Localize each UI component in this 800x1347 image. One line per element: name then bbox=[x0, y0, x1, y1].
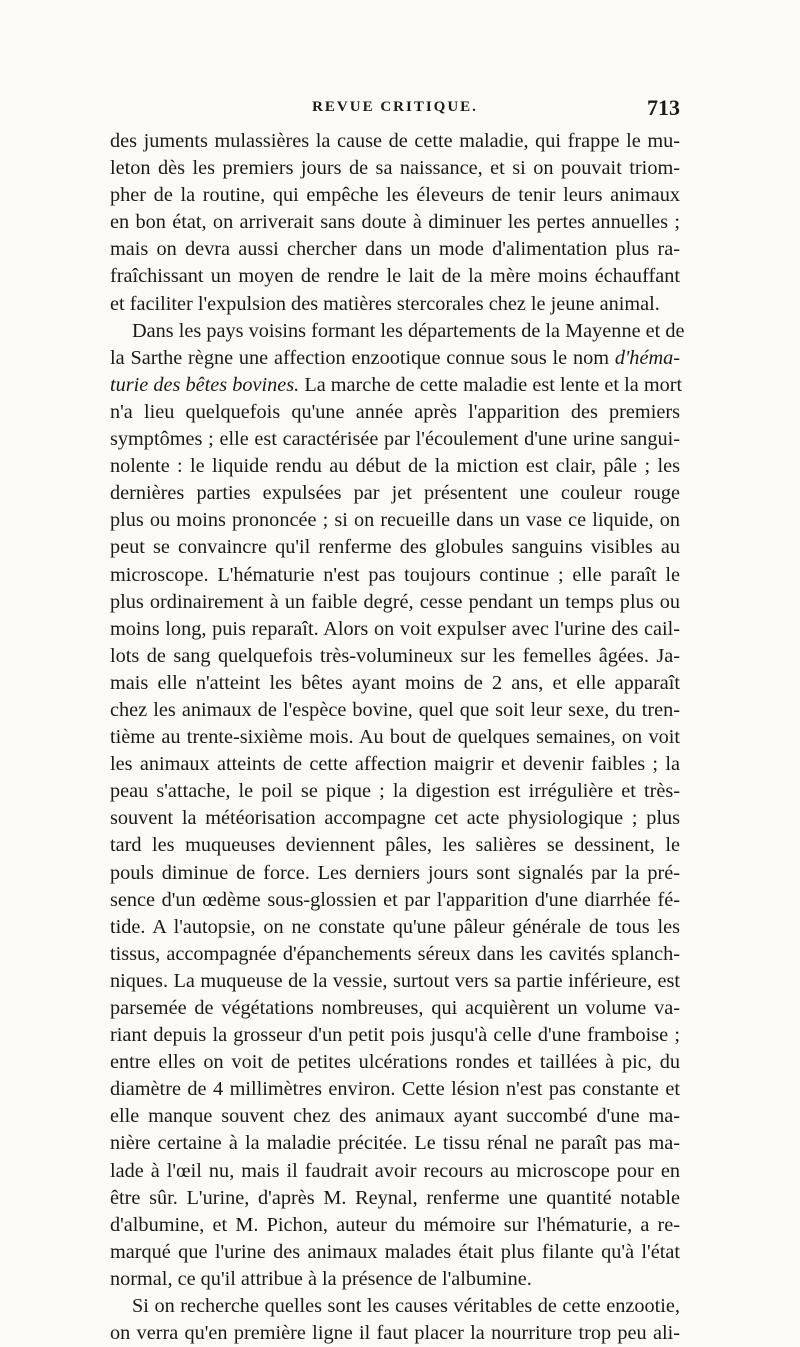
body-text bbox=[110, 128, 685, 1347]
text-line: symptômes ; elle est caractérisée par l'écoulement d'une urine sangui- bbox=[110, 428, 680, 451]
text-line: diamètre de 4 millimètres environ. Cette lésion n'est pas constante et bbox=[110, 1078, 680, 1101]
text-line: les animaux atteints de cette affection maigrir et devenir faibles ; la bbox=[110, 753, 680, 776]
text-line: pher de la routine, qui empêche les éleveurs de tenir leurs animaux bbox=[110, 184, 680, 207]
text-line: mais on devra aussi chercher dans un mode d'alimentation plus ra- bbox=[110, 238, 680, 261]
text-line: plus ou moins prononcée ; si on recueille dans un vase ce liquide, on bbox=[110, 509, 680, 532]
text-line: microscope. L'hématurie n'est pas toujours continue ; elle paraît le bbox=[110, 563, 680, 586]
text-line: fraîchissant un moyen de rendre le lait de la mère moins échauffant bbox=[110, 265, 680, 288]
text-line: Si on recherche quelles sont les causes véritables de cette enzootie, bbox=[132, 1295, 680, 1318]
text-line: être sûr. L'urine, d'après M. Reynal, renferme une quantité notable bbox=[110, 1186, 680, 1209]
text-line: dernières parties expulsées par jet présentent une couleur rouge bbox=[110, 482, 680, 505]
running-head-title: REVUE CRITIQUE. bbox=[312, 99, 478, 115]
text-line: tide. A l'autopsie, on ne constate qu'une pâleur générale de tous les bbox=[110, 915, 680, 938]
italic-term: turie des bêtes bovines. bbox=[110, 373, 300, 396]
page-number: 713 bbox=[647, 95, 680, 120]
text-line: peau s'attache, le poil se pique ; la digestion est irrégulière et très- bbox=[110, 780, 680, 803]
text-line: marqué que l'urine des animaux malades était plus filante qu'à l'état bbox=[110, 1240, 680, 1263]
text-fragment: La marche de cette maladie est lente et la mort bbox=[299, 373, 683, 396]
text-line: lots de sang quelquefois très-volumineux sur les femelles âgées. Ja- bbox=[110, 644, 680, 667]
text-line: pouls diminue de force. Les derniers jours sont signalés par la pré- bbox=[110, 861, 680, 884]
text-line bbox=[110, 372, 683, 399]
text-line: normal, ce qu'il attribue à la présence de l'albumine. bbox=[110, 1267, 532, 1290]
text-line: souvent la météorisation accompagne cet acte physiologique ; plus bbox=[110, 807, 680, 830]
text-line: en bon état, on arriverait sans doute à diminuer les pertes annuelles ; bbox=[110, 211, 680, 234]
text-line: lade à l'œil nu, mais il faudrait avoir recours au microscope pour en bbox=[110, 1159, 680, 1182]
text-line: des juments mulassières la cause de cette maladie, qui frappe le mu- bbox=[110, 130, 680, 152]
text-line: chez les animaux de l'espèce bovine, quel que soit leur sexe, du tren- bbox=[110, 698, 680, 721]
text-line: tard les muqueuses deviennent pâles, les salières se dessinent, le bbox=[110, 834, 680, 857]
text-line: sence d'un œdème sous-glossien et par l'apparition d'une diarrhée fé- bbox=[110, 888, 680, 911]
text-line: peut se convaincre qu'il renferme des globules sanguins visibles au bbox=[110, 536, 680, 559]
text-line: entre elles on voit de petites ulcérations rondes et taillées à pic, du bbox=[110, 1051, 680, 1074]
text-line: leton dès les premiers jours de sa naissance, et si on pouvait triom- bbox=[110, 157, 680, 180]
text-line: on verra qu'en première ligne il faut placer la nourriture trop peu ali- bbox=[110, 1322, 680, 1345]
text-line: nière certaine à la maladie précitée. Le tissu rénal ne paraît pas ma- bbox=[110, 1132, 680, 1155]
text-line: plus ordinairement à un faible degré, cesse pendant un temps plus ou bbox=[110, 590, 680, 613]
text-line: niques. La muqueuse de la vessie, surtout vers sa partie inférieure, est bbox=[110, 969, 680, 992]
italic-term: d'héma- bbox=[614, 346, 680, 369]
text-line: moins long, puis reparaît. Alors on voit expulser avec l'urine des cail- bbox=[110, 617, 680, 640]
text-line: tissus, accompagnée d'épanchements séreux dans les cavités splanch- bbox=[110, 942, 680, 965]
text-line: nolente : le liquide rendu au début de la miction est clair, pâle ; les bbox=[110, 455, 680, 478]
text-line bbox=[110, 345, 680, 372]
text-line: tième au trente-sixième mois. Au bout de quelques semaines, on voit bbox=[110, 726, 680, 749]
text-fragment: la Sarthe règne une affection enzootique connue sous le nom bbox=[110, 346, 610, 369]
text-line: et faciliter l'expulsion des matières stercorales chez le jeune animal. bbox=[110, 292, 660, 315]
text-line: parsemée de végétations nombreuses, qui acquièrent un volume va- bbox=[110, 997, 680, 1019]
text-line: n'a lieu quelquefois qu'une année après l'apparition des premiers bbox=[110, 400, 680, 423]
text-line: riant depuis la grosseur d'un petit pois jusqu'à celle d'une framboise ; bbox=[110, 1024, 680, 1047]
text-line: Dans les pays voisins formant les départements de la Mayenne et de bbox=[132, 319, 685, 342]
running-head bbox=[110, 95, 680, 125]
text-line: elle manque souvent chez des animaux ayant succombé d'une ma- bbox=[110, 1105, 680, 1128]
text-line: mais elle n'atteint les bêtes ayant moins de 2 ans, et elle apparaît bbox=[110, 671, 680, 694]
text-line: d'albumine, et M. Pichon, auteur du mémoire sur l'hématurie, a re- bbox=[110, 1213, 680, 1236]
